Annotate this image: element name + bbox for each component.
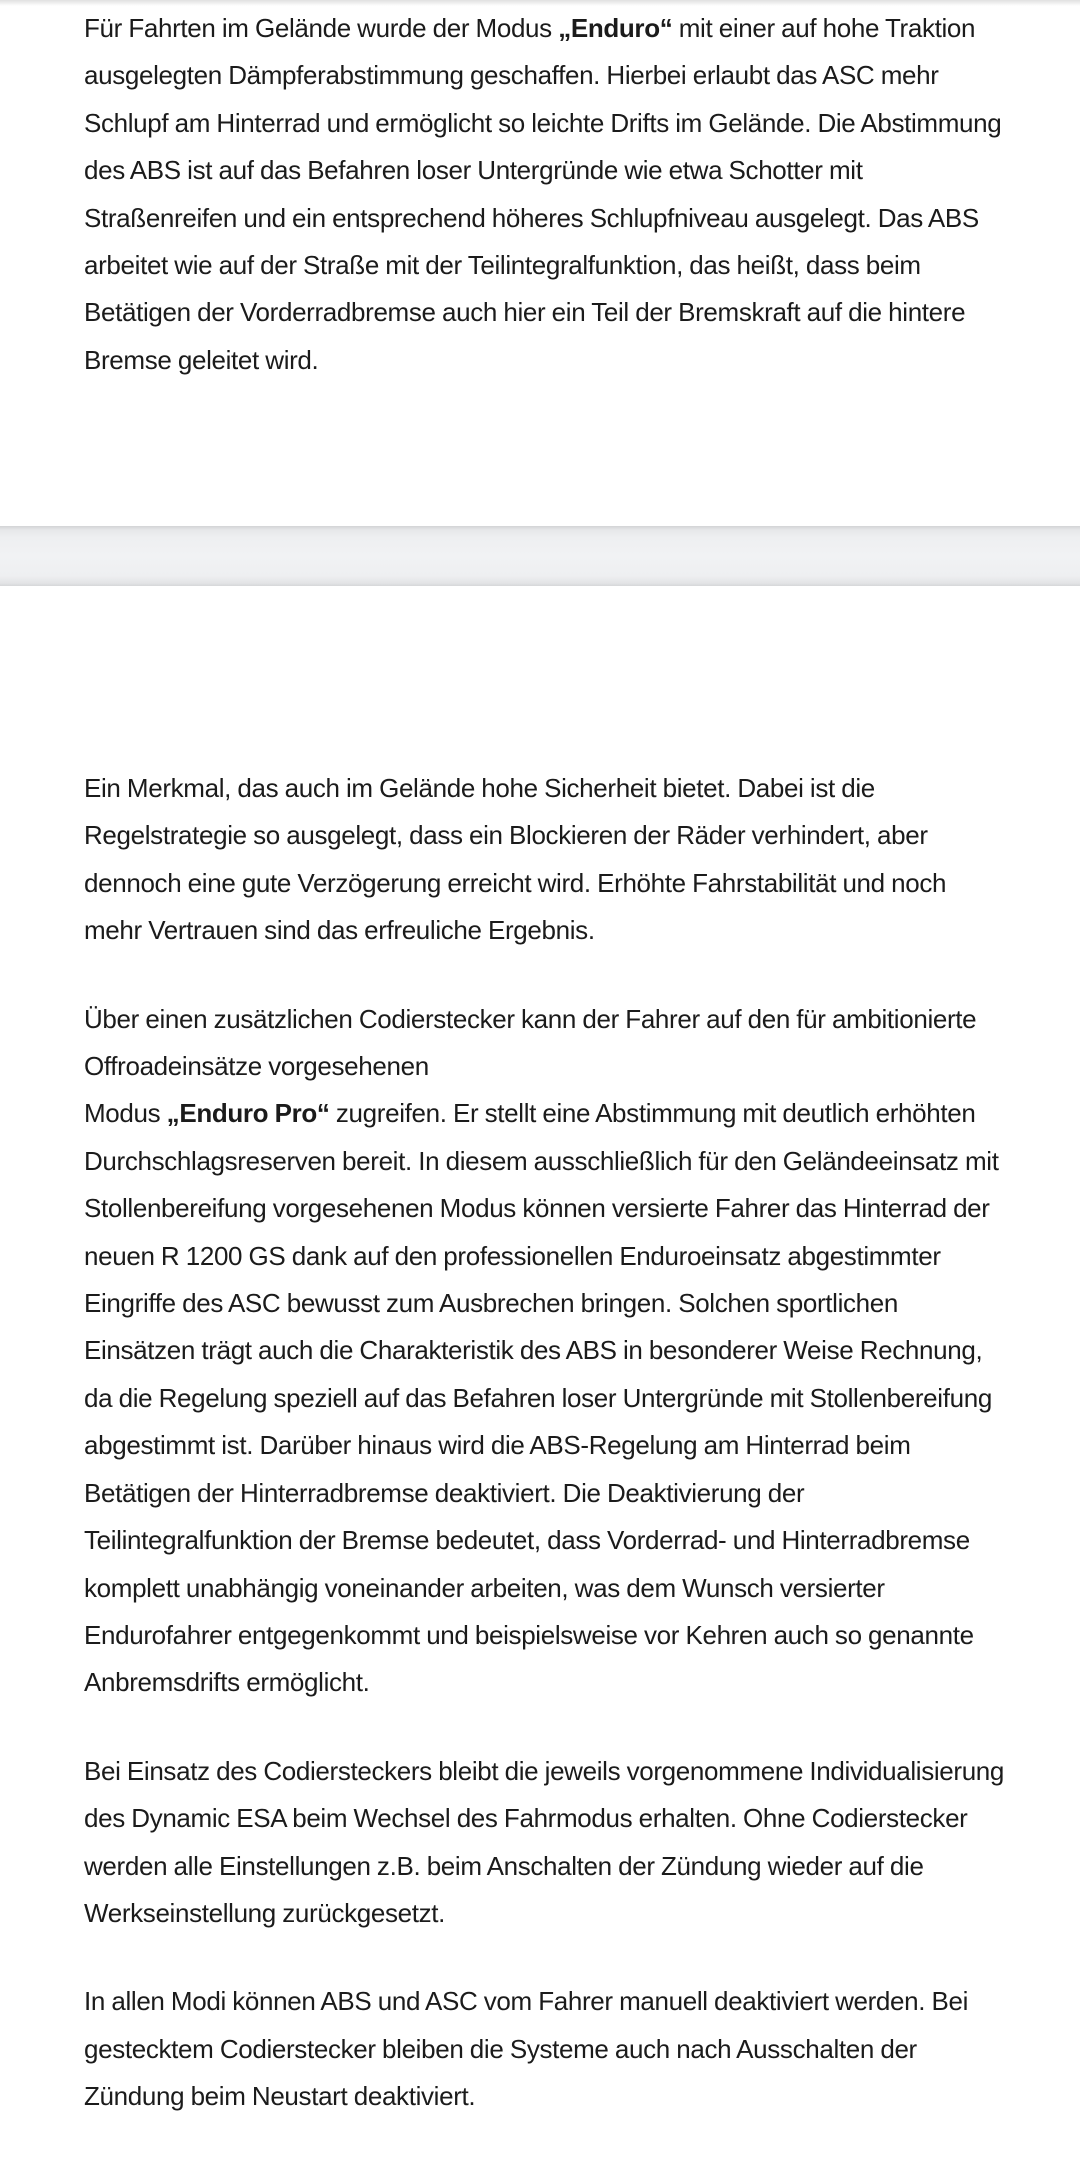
- section-separator-band: [0, 526, 1080, 586]
- article-section-enduro-pro: [0, 765, 1080, 2121]
- paragraph-enduro-mode: Für Fahrten im Gelände wurde der Modus „Enduro“ mit einer auf hohe Traktion ausgelegten Dämpferabstimmung geschaffen. Hierbei erlaubt das ASC mehr Schlupf am Hinterrad und ermöglicht so leichte Drifts im Gelände. Die Abstimmung des ABS ist auf das Befahren loser Untergründe wie etwa Schotter mit Straßenreifen und ein entsprechend höheres Schlupfniveau ausgelegt. Das ABS arbeitet wie auf der Straße mit der Teilintegralfunktion, das heißt, dass beim Betätigen der Vorderradbremse auch hier ein Teil der Bremskraft auf die hintere Bremse geleitet wird.: [84, 13, 1002, 375]
- mode-name-enduro-pro: „Enduro Pro“: [166, 1098, 330, 1129]
- mode-name-enduro: „Enduro“: [558, 13, 673, 43]
- paragraph-enduro-pro-mode: Über einen zusätzlichen Codierstecker kann der Fahrer auf den für ambitionierte Offroadeinsätze vorgesehenen Modus „Enduro Pro“ zugreifen. Er stellt eine Abstimmung mit deutlich erhöhten Durchschlagsreserven bereit. In diesem ausschließlich für den Geländeeinsatz mit Stollenbereifung vorgesehenen Modus können versierte Fahrer das Hinterrad der neuen R 1200 GS dank auf den professionellen Enduroeinsatz abgestimmter Eingriffe des ASC bewusst zum Ausbrechen bringen. Solchen sportlichen Einsätzen trägt auch die Charakteristik des ABS in besonderer Weise Rechnung, da die Regelung speziell auf das Befahren loser Untergründe mit Stollenbereifung abgestimmt ist. Darüber hinaus wird die ABS-Regelung am Hinterrad beim Betätigen der Hinterradbremse deaktiviert. Die Deaktivierung der Teilintegralfunktion der Bremse bedeutet, dass Vorderrad- und Hinterradbremse komplett unabhängig voneinander arbeiten, was dem Wunsch versierter Endurofahrer entgegenkommt und beispielsweise vor Kehren auch so genannte Anbremsdrifts ermöglicht.: [84, 1003, 999, 1698]
- paragraph-coding-plug: Bei Einsatz des Codiersteckers bleibt die jeweils vorgenommene Individualisierung des Dynamic ESA beim Wechsel des Fahrmodus erhalten. Ohne Codierstecker werden alle Einstellungen z.B. beim Anschalten der Zündung wieder auf die Werkseinstellung zurückgesetzt.: [84, 1755, 1005, 1928]
- paragraph-safety: Ein Merkmal, das auch im Gelände hohe Sicherheit bietet. Dabei ist die Regelstrategie so ausgelegt, dass ein Blockieren der Räder verhindert, aber dennoch eine gute Verzögerung erreicht wird. Erhöhte Fahrstabilität und noch mehr Vertrauen sind das erfreuliche Ergebnis.: [84, 773, 947, 946]
- article-section-enduro: [0, 5, 1080, 384]
- paragraph-manual-deactivation: In allen Modi können ABS und ASC vom Fahrer manuell deaktiviert werden. Bei gestecktem Codierstecker bleiben die Systeme auch nach Ausschalten der Zündung beim Neustart deaktiviert.: [84, 1986, 969, 2112]
